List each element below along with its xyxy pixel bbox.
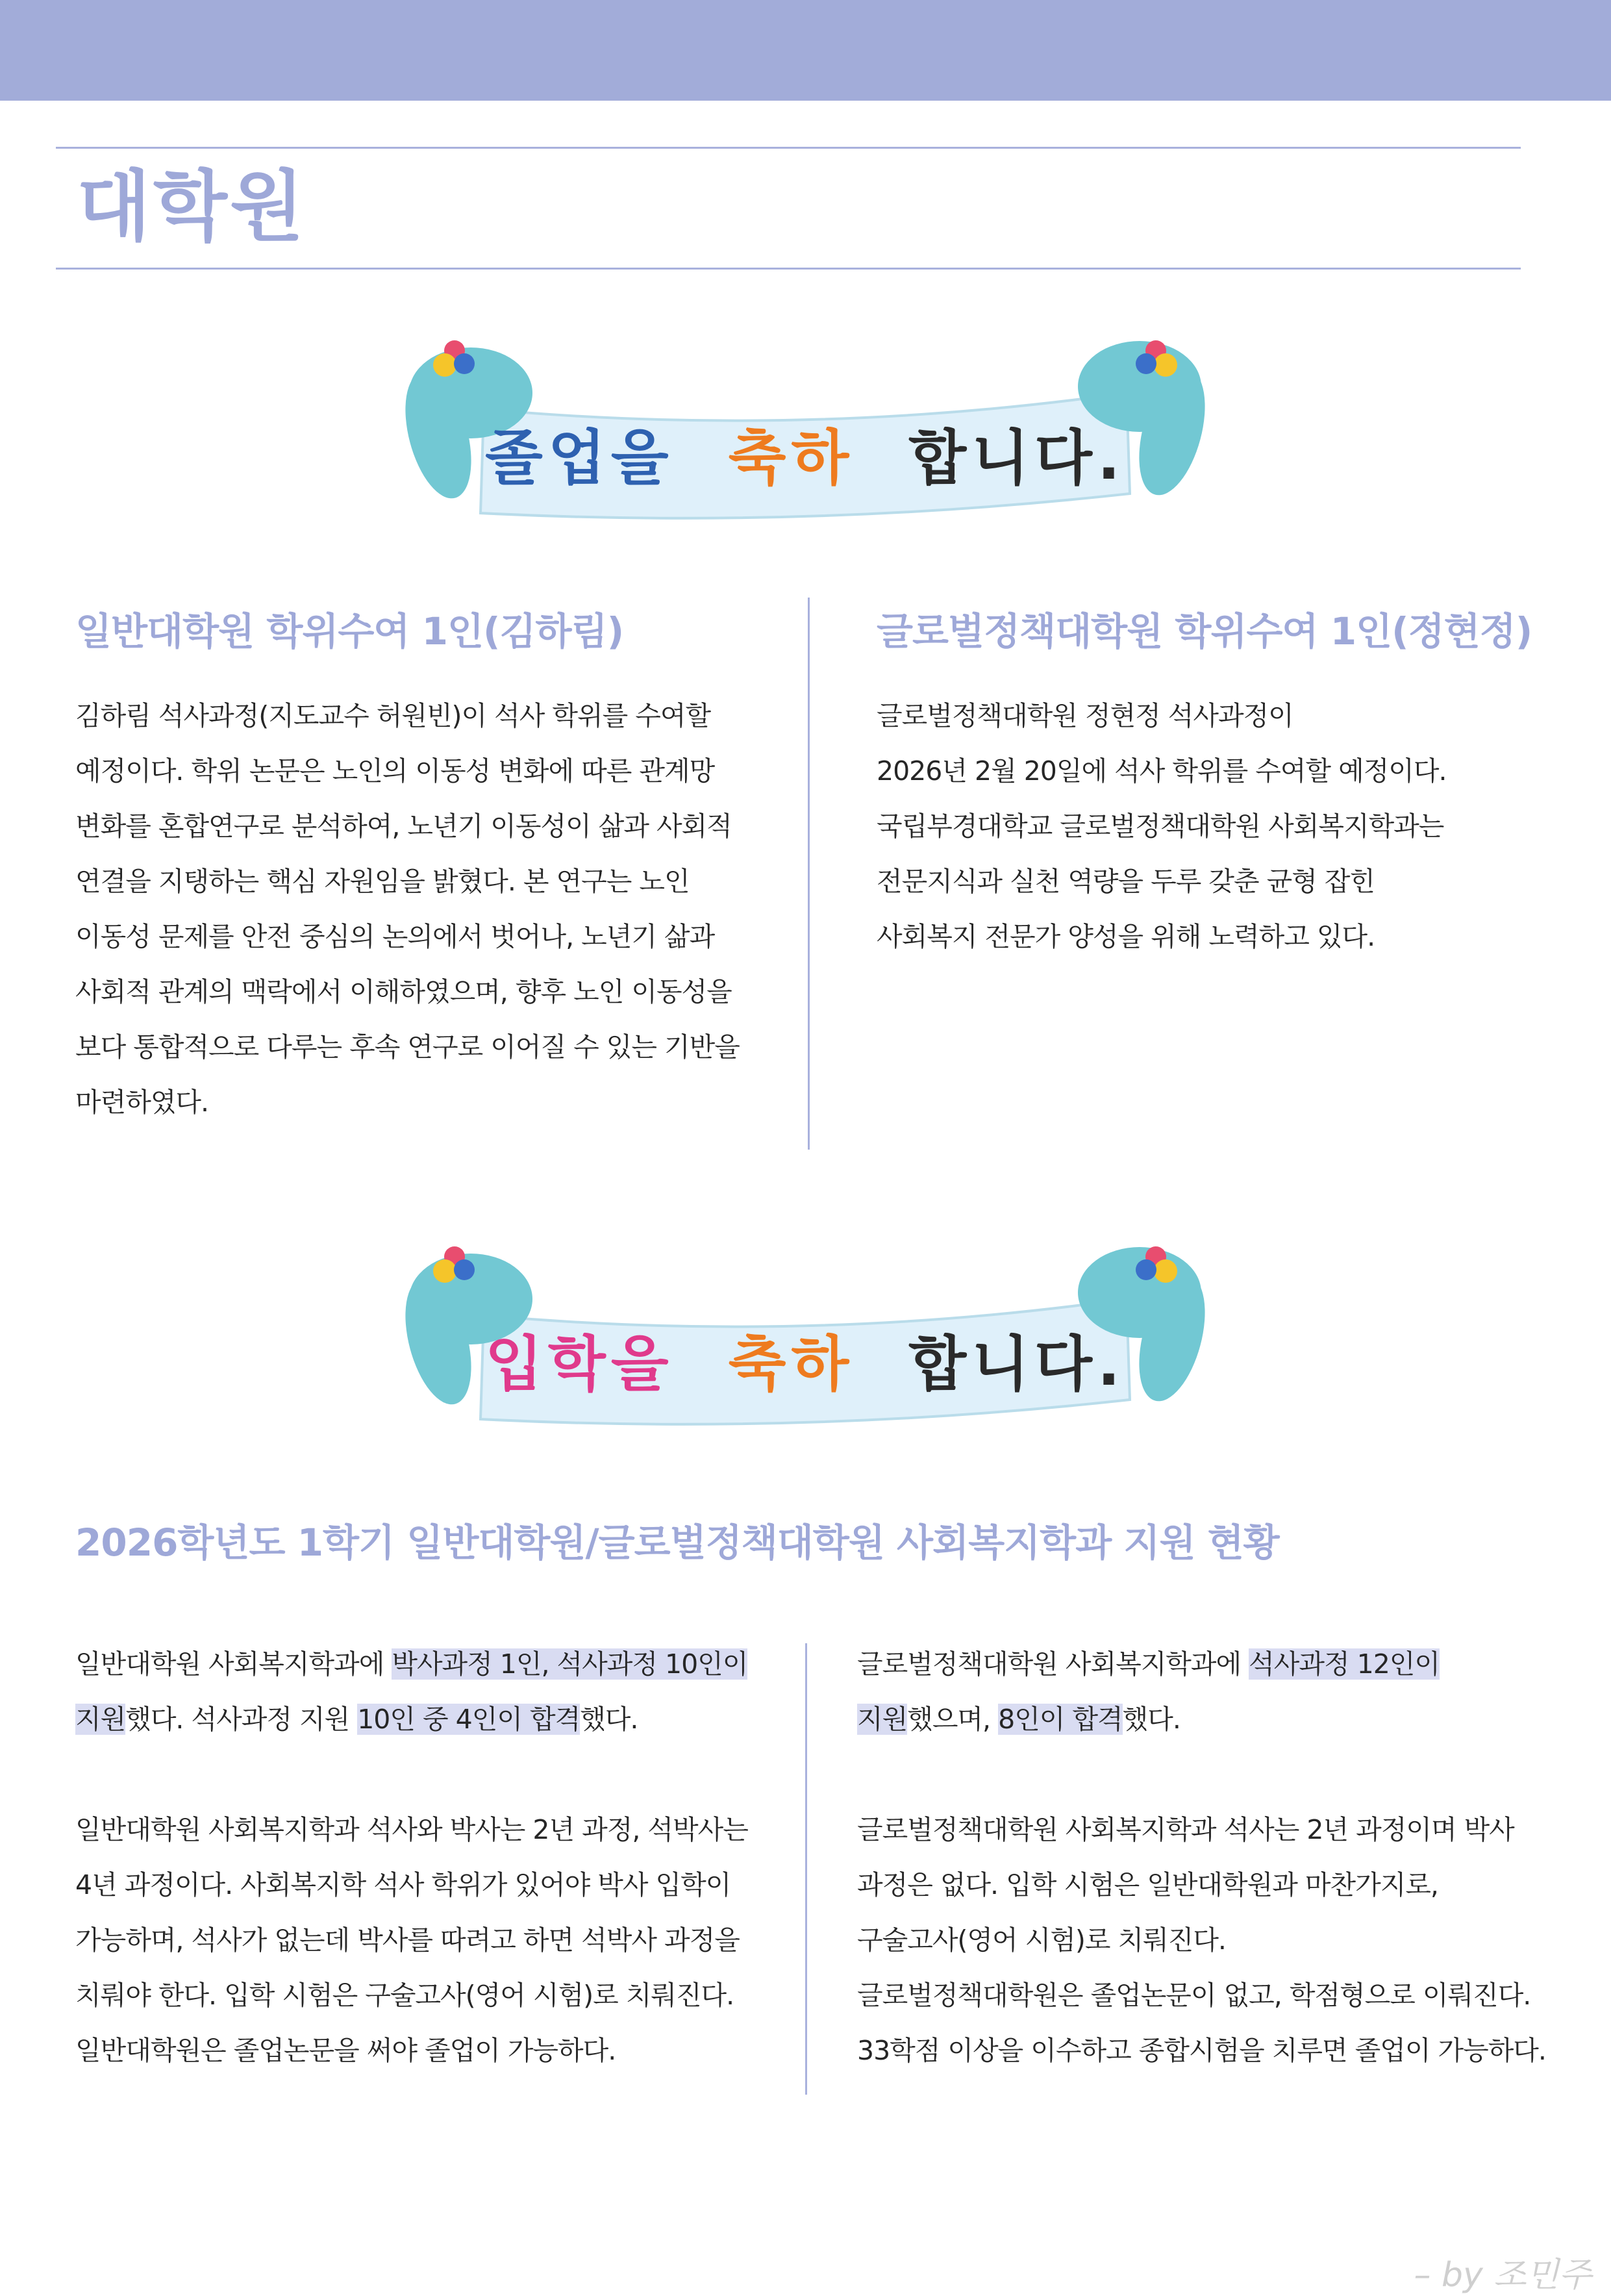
text-span: 했다. [580, 1704, 638, 1735]
text-line: 글로벌정책대학원 사회복지학과 석사는 2년 과정이며 박사 [857, 1814, 1514, 1845]
highlight: 석사과정 12인이 [1249, 1648, 1440, 1680]
text-line: 김하림 석사과정(지도교수 허원빈)이 석사 학위를 수여할 [75, 700, 711, 731]
banner-word-1: 입학을 [484, 1330, 674, 1399]
text-line: 글로벌정책대학원 정현정 석사과정이 [877, 700, 1293, 731]
text-line: 4년 과정이다. 사회복지학 석사 학위가 있어야 박사 입학이 [75, 1869, 731, 1900]
text-span: 글로벌정책대학원 사회복지학과에 [857, 1648, 1249, 1680]
graduation-left-title: 일반대학원 학위수여 1인(김하림) [75, 609, 624, 653]
column-divider [805, 1643, 807, 2095]
banner-word-2: 축하 [728, 423, 855, 493]
text-line: 치뤄야 한다. 입학 시험은 구술고사(영어 시험)로 치뤄진다. [75, 1980, 734, 2011]
text-line: 전문지식과 실천 역량을 두루 갖춘 균형 잡힌 [877, 866, 1375, 897]
text-line: 보다 통합적으로 다루는 후속 연구로 이어질 수 있는 기반을 [75, 1031, 740, 1063]
text-line: 국립부경대학교 글로벌정책대학원 사회복지학과는 [877, 811, 1444, 842]
text-line: 일반대학원은 졸업논문을 써야 졸업이 가능하다. [75, 2035, 616, 2066]
column-divider [808, 598, 810, 1150]
text-line [75, 1692, 748, 1747]
text-line [857, 1637, 1546, 1692]
banner-text-admission [399, 1330, 1211, 1399]
signature: – by 조민주 [1414, 2256, 1592, 2295]
text-line: 예정이다. 학위 논문은 노인의 이동성 변화에 따른 관계망 [75, 755, 715, 787]
highlight: 8인이 합격 [998, 1704, 1123, 1735]
text-line [857, 1692, 1546, 1747]
banner-word-2: 축하 [728, 1330, 855, 1399]
text-line: 마련하였다. [75, 1087, 209, 1118]
text-span: 했으며, [907, 1704, 999, 1735]
text-span: 했다. 석사과정 지원 [125, 1704, 358, 1735]
banner-text-graduation [399, 423, 1211, 493]
graduation-banner [399, 325, 1211, 533]
text-line: 사회적 관계의 맥락에서 이해하였으며, 향후 노인 이동성을 [75, 976, 732, 1007]
title-rule-bottom [56, 268, 1521, 270]
highlight: 지원 [75, 1704, 126, 1735]
section-title: 대학원 [77, 162, 306, 251]
admission-left-text [75, 1637, 748, 2078]
admission-banner [399, 1231, 1211, 1439]
banner-word-3: 합니다. [908, 1330, 1125, 1399]
graduation-right-title: 글로벌정책대학원 학위수여 1인(정현정) [877, 609, 1532, 653]
highlight: 지원 [857, 1704, 908, 1735]
highlight: 10인 중 4인이 합격 [357, 1704, 581, 1735]
title-rule-top [56, 147, 1521, 149]
text-line: 2026년 2월 20일에 석사 학위를 수여할 예정이다. [877, 755, 1447, 787]
highlight: 박사과정 1인, 석사과정 10인이 [392, 1648, 748, 1680]
text-line: 글로벌정책대학원은 졸업논문이 없고, 학점형으로 이뤄진다. [857, 1980, 1531, 2011]
blank-line [75, 1747, 748, 1802]
admission-title: 2026학년도 1학기 일반대학원/글로벌정책대학원 사회복지학과 지원 현황 [75, 1520, 1279, 1565]
banner-word-3: 합니다. [908, 423, 1125, 493]
text-line: 이동성 문제를 안전 중심의 논의에서 벗어나, 노년기 삶과 [75, 921, 715, 952]
text-line: 변화를 혼합연구로 분석하여, 노년기 이동성이 삶과 사회적 [75, 811, 732, 842]
blank-line [857, 1747, 1546, 1802]
text-line: 33학점 이상을 이수하고 종합시험을 치루면 졸업이 가능하다. [857, 2035, 1546, 2066]
admission-right-text [857, 1637, 1546, 2078]
text-line: 가능하며, 석사가 없는데 박사를 따려고 하면 석박사 과정을 [75, 1924, 740, 1956]
text-line: 연결을 지탱하는 핵심 자원임을 밝혔다. 본 연구는 노인 [75, 866, 690, 897]
text-line: 구술고사(영어 시험)로 치뤄진다. [857, 1924, 1226, 1956]
text-line [75, 1637, 748, 1692]
text-span: 일반대학원 사회복지학과에 [75, 1648, 392, 1680]
text-span: 했다. [1122, 1704, 1180, 1735]
graduation-left-text [75, 688, 740, 1130]
graduation-right-text [877, 688, 1447, 965]
text-line: 사회복지 전문가 양성을 위해 노력하고 있다. [877, 921, 1375, 952]
banner-word-1: 졸업을 [484, 423, 674, 493]
text-line: 과정은 없다. 입학 시험은 일반대학원과 마찬가지로, [857, 1869, 1438, 1900]
text-line: 일반대학원 사회복지학과 석사와 박사는 2년 과정, 석박사는 [75, 1814, 748, 1845]
top-color-bar [0, 0, 1611, 101]
